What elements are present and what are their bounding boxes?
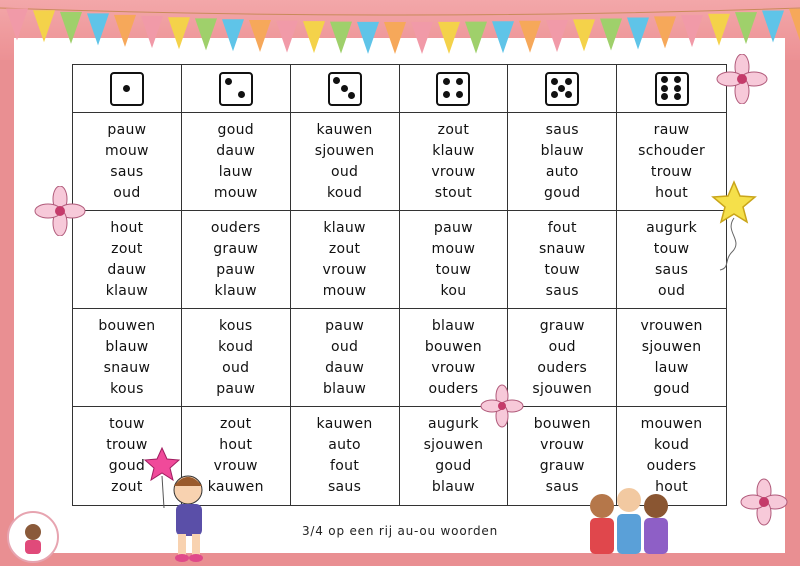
bunting-flag <box>573 19 595 51</box>
bunting-flag <box>357 22 379 54</box>
word: ouders <box>210 219 261 236</box>
bunting-flag <box>546 20 568 52</box>
word: ouders <box>428 380 479 397</box>
bunting-flag <box>141 16 163 48</box>
word: koud <box>327 184 363 201</box>
word: grauw <box>213 240 259 257</box>
word-cell <box>508 113 617 211</box>
word-cell <box>291 407 400 505</box>
word: lauw <box>654 359 689 376</box>
bunting-flag <box>465 22 487 54</box>
word: pauw <box>107 121 147 138</box>
word: sjouwen <box>423 437 484 453</box>
worksheet-title: 3/4 op een rij au-ou woorden <box>301 524 498 538</box>
bunting-flag <box>735 12 757 44</box>
word: sjouwen <box>314 142 375 159</box>
word: mouw <box>105 142 149 159</box>
bunting-flag <box>411 22 433 54</box>
bunting-flag <box>438 22 460 54</box>
dice-3-icon <box>328 72 362 106</box>
word: auto <box>545 163 579 180</box>
flower-bottom-right-icon <box>736 478 792 526</box>
bunting-decoration <box>0 0 800 60</box>
bunting-flag <box>249 20 271 52</box>
dice-header-cell <box>291 65 400 113</box>
dice-header-cell <box>508 65 617 113</box>
word: trouw <box>650 163 693 180</box>
bunting-flag <box>600 19 622 51</box>
word: vrouw <box>213 458 258 474</box>
word: kou <box>440 282 467 299</box>
bunting-flag <box>681 15 703 47</box>
word: kous <box>110 380 144 397</box>
word: mouw <box>213 184 258 201</box>
word: oud <box>548 338 576 355</box>
bunting-flag <box>330 22 352 54</box>
word-cell <box>291 113 400 211</box>
bunting-flag <box>168 17 190 49</box>
bingo-grid <box>72 64 727 506</box>
star-balloon-icon <box>710 180 758 272</box>
word: vrouw <box>322 261 367 278</box>
word: oud <box>222 359 250 376</box>
word: kauwen <box>316 416 373 432</box>
word-cell <box>400 211 509 309</box>
word: saus <box>327 479 362 495</box>
word: blauw <box>431 479 475 495</box>
word: goud <box>217 121 254 138</box>
word: zout <box>328 240 361 257</box>
word: klauw <box>323 219 366 236</box>
bunting-flag <box>789 9 800 41</box>
flower-middle-icon <box>478 384 526 428</box>
word: kauwen <box>316 121 373 138</box>
word: touw <box>544 261 581 278</box>
word-cell <box>400 113 509 211</box>
dice-4-icon <box>436 72 470 106</box>
word-cell <box>291 211 400 309</box>
word: vrouw <box>540 437 585 453</box>
bunting-flag <box>222 19 244 51</box>
word: pauw <box>325 317 365 334</box>
dice-1-icon <box>110 72 144 106</box>
word: bouwen <box>98 317 156 334</box>
bunting-flag <box>654 16 676 48</box>
word: fout <box>547 219 577 236</box>
word: vrouw <box>431 163 476 180</box>
word: pauw <box>433 219 473 236</box>
dice-2-icon <box>219 72 253 106</box>
word: goud <box>544 184 581 201</box>
word: hout <box>655 184 689 201</box>
word: dauw <box>216 142 256 159</box>
word: lauw <box>218 163 253 180</box>
word: hout <box>110 219 144 236</box>
bunting-flag <box>276 21 298 53</box>
word: vrouwen <box>640 317 703 334</box>
word: pauw <box>216 380 256 397</box>
word: oud <box>330 163 359 180</box>
flower-left-icon <box>30 186 90 236</box>
word-cell <box>291 309 400 407</box>
word: saus <box>545 282 579 299</box>
word: fout <box>330 458 360 474</box>
word: blauw <box>540 142 584 159</box>
bunting-flag <box>60 12 82 44</box>
word: blauw <box>322 380 367 397</box>
word: touw <box>435 261 472 278</box>
bunting-flag <box>762 11 784 43</box>
word: pauw <box>216 261 256 278</box>
juf-logo-icon <box>6 510 60 564</box>
bunting-flag <box>384 22 406 54</box>
word: blauw <box>431 317 475 334</box>
bunting-flag <box>114 15 136 47</box>
word: saus <box>110 163 144 180</box>
word: oud <box>330 338 359 355</box>
children-group-icon <box>584 486 674 566</box>
word: saus <box>545 121 579 138</box>
word: bouwen <box>533 416 591 432</box>
word: snauw <box>538 240 586 257</box>
word: sjouwen <box>641 338 702 355</box>
bunting-flag <box>627 17 649 49</box>
bunting-flag <box>33 10 55 42</box>
word: blauw <box>105 338 149 355</box>
bunting-flag <box>195 18 217 50</box>
word: oud <box>113 184 141 201</box>
word: snauw <box>103 359 151 376</box>
word: zout <box>111 240 143 257</box>
word: grauw <box>539 458 585 474</box>
word: hout <box>655 479 689 495</box>
word: kous <box>218 317 253 334</box>
bunting-flag <box>519 21 541 53</box>
word: touw <box>109 416 145 432</box>
word: hout <box>219 437 253 453</box>
bunting-flag <box>492 21 514 53</box>
flower-top-right-icon <box>712 54 772 104</box>
word: vrouw <box>431 359 476 376</box>
word-cell <box>73 309 182 407</box>
word: saus <box>654 261 689 278</box>
word: mouw <box>431 240 476 257</box>
word: goud <box>108 458 146 474</box>
word: schouder <box>638 142 706 159</box>
word: mouw <box>322 282 367 299</box>
word: touw <box>653 240 690 257</box>
dice-header-cell <box>400 65 509 113</box>
word: goud <box>653 380 690 397</box>
word: saus <box>545 479 579 495</box>
word-cell <box>182 113 291 211</box>
word-cell <box>182 309 291 407</box>
word: trouw <box>106 437 148 453</box>
word: ouders <box>537 359 588 376</box>
word: rauw <box>653 121 690 138</box>
word: koud <box>218 338 254 355</box>
word: stout <box>434 184 473 201</box>
word: dauw <box>325 359 365 376</box>
dice-6-icon <box>655 72 689 106</box>
word: zout <box>437 121 470 138</box>
word: augurk <box>427 416 479 432</box>
word: zout <box>220 416 252 432</box>
dice-5-icon <box>545 72 579 106</box>
word: zout <box>111 479 143 495</box>
dice-header-cell <box>182 65 291 113</box>
word: auto <box>328 437 361 453</box>
word-cell <box>182 211 291 309</box>
bunting-flag <box>303 21 325 53</box>
word-cell <box>508 211 617 309</box>
word: augurk <box>646 219 698 236</box>
dice-header-cell <box>617 65 726 113</box>
word: bouwen <box>424 338 482 355</box>
word: klauw <box>105 282 149 299</box>
bunting-flag <box>708 14 730 46</box>
bunting-flag <box>6 8 28 40</box>
word: goud <box>435 458 472 474</box>
word: dauw <box>107 261 147 278</box>
word: grauw <box>539 317 585 334</box>
word: sjouwen <box>532 380 593 397</box>
word: koud <box>654 437 690 453</box>
word: klauw <box>432 142 475 159</box>
word: klauw <box>214 282 257 299</box>
word: ouders <box>646 458 697 474</box>
bunting-flag <box>87 13 109 45</box>
word: oud <box>657 282 686 299</box>
dice-header-cell <box>73 65 182 113</box>
girl-with-star-icon <box>140 446 220 566</box>
word-cell <box>617 309 726 407</box>
word: kauwen <box>207 479 264 495</box>
word: mouwen <box>640 416 703 432</box>
